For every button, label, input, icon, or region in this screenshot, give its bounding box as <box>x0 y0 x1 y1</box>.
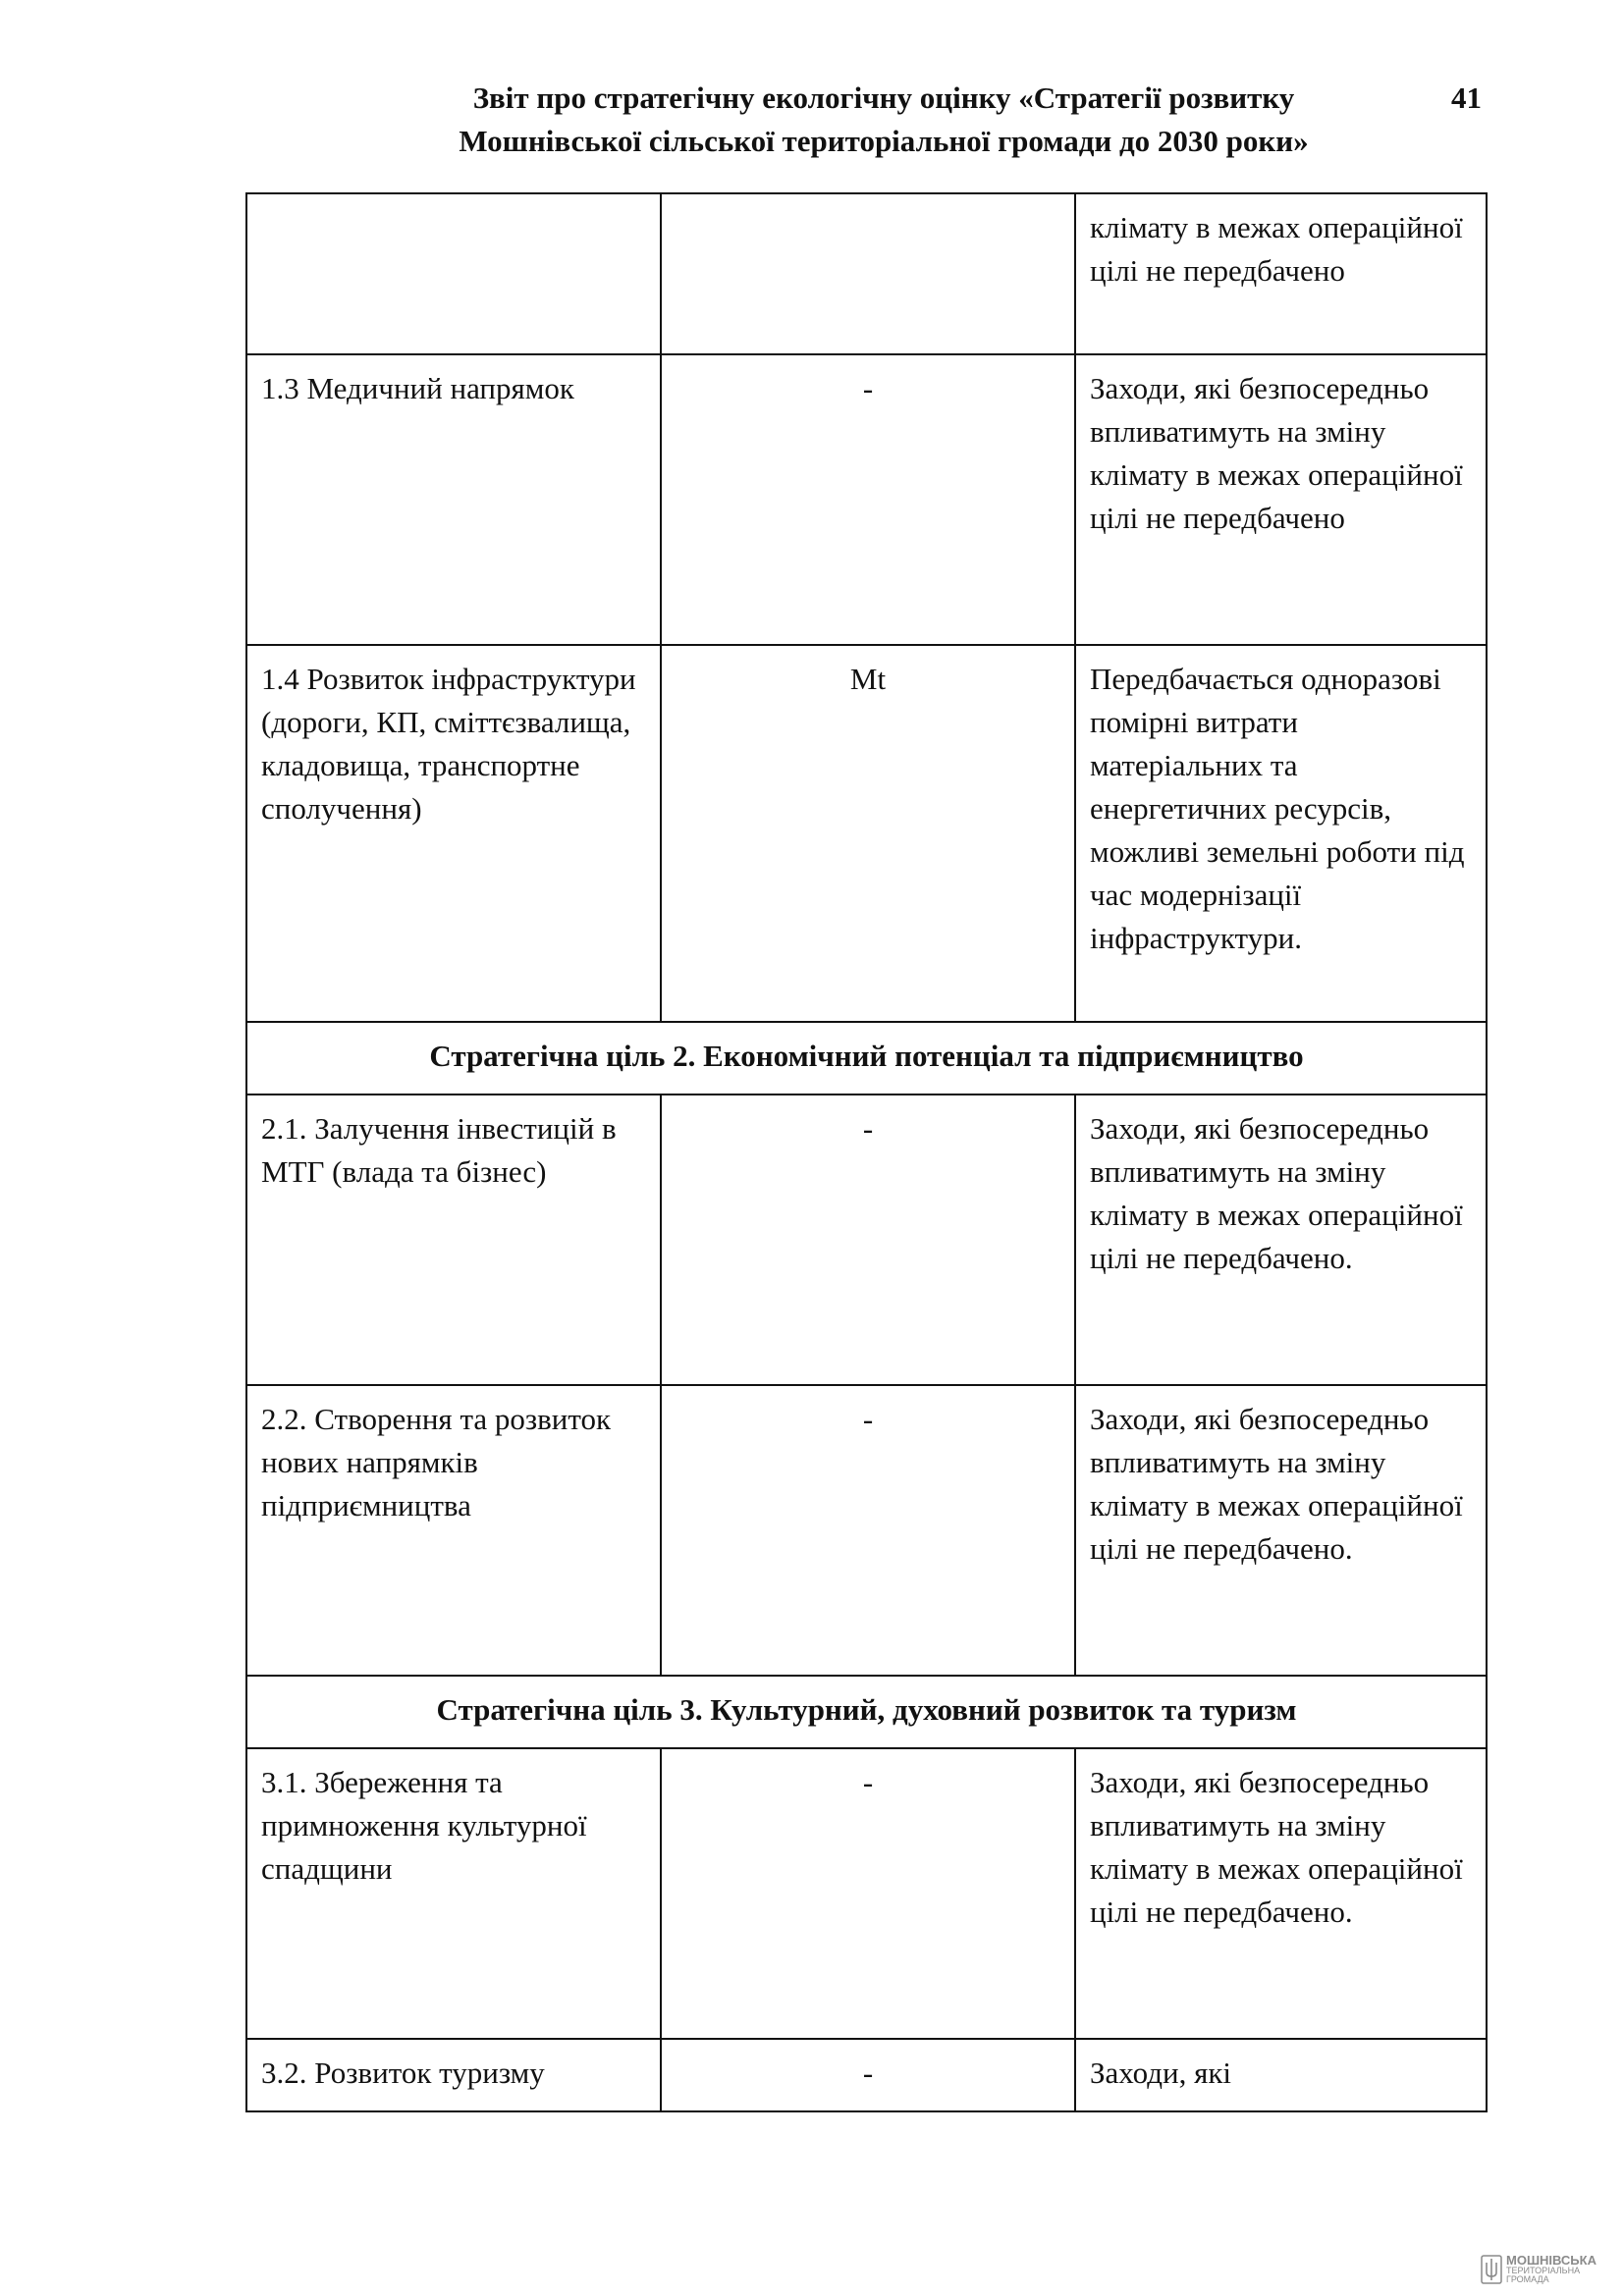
table-cell-objective: 2.1. Залучення інвестицій в МТГ (влада та бізнес) <box>246 1095 661 1385</box>
table-row <box>246 1385 1487 1676</box>
table-cell-objective: 2.2. Створення та розвиток нових напрямків підприємництва <box>246 1385 661 1676</box>
table-cell-comment: Заходи, які безпосередньо впливатимуть на зміну клімату в межах операційної цілі не передбачено <box>1075 354 1487 645</box>
table-cell-impact: - <box>661 354 1075 645</box>
table-cell-impact <box>661 193 1075 354</box>
logo-line-3: ГРОМАДА <box>1506 2274 1549 2284</box>
table-row <box>246 2039 1487 2111</box>
table-cell-comment: Передбачається одноразові помірні витрати матеріальних та енергетичних ресурсів, можливі земельні роботи під час модернізації інфраструктури. <box>1075 645 1487 1022</box>
table-row <box>246 354 1487 645</box>
table-cell-comment: Заходи, які безпосередньо впливатимуть на зміну клімату в межах операційної цілі не передбачено. <box>1075 1095 1487 1385</box>
logo-line-2: ТЕРИТОРІАЛЬНА <box>1506 2266 1581 2275</box>
trident-icon <box>1481 2255 1502 2284</box>
strategic-goal-2-heading: Стратегічна ціль 2. Економічний потенціал та підприємництво <box>246 1022 1487 1095</box>
table-cell-comment: клімату в межах операційної цілі не передбачено <box>1075 193 1487 354</box>
table-cell-impact: - <box>661 2039 1075 2111</box>
logo-text <box>1506 2254 1597 2284</box>
table-row <box>246 193 1487 354</box>
table-row <box>246 1095 1487 1385</box>
table-cell-impact: - <box>661 1748 1075 2039</box>
header-title-line-2: Мошнівської сільської територіальної громади до 2030 роки» <box>459 124 1309 158</box>
table-cell-comment: Заходи, які безпосередньо впливатимуть на зміну клімату в межах операційної цілі не передбачено. <box>1075 1748 1487 2039</box>
community-logo <box>1481 2254 1597 2284</box>
table-cell-impact: Mt <box>661 645 1075 1022</box>
table-cell-comment: Заходи, які <box>1075 2039 1487 2111</box>
table-cell-objective: 3.2. Розвиток туризму <box>246 2039 661 2111</box>
table-cell-comment: Заходи, які безпосередньо впливатимуть на зміну клімату в межах операційної цілі не передбачено. <box>1075 1385 1487 1676</box>
header-title-line-1: Звіт про стратегічну екологічну оцінку «Стратегії розвитку <box>472 80 1295 115</box>
table-cell-impact: - <box>661 1385 1075 1676</box>
table-section-heading <box>246 1676 1487 1748</box>
strategic-goal-3-heading: Стратегічна ціль 3. Культурний, духовний розвиток та туризм <box>246 1676 1487 1748</box>
table-cell-objective: 3.1. Збереження та примноження культурної спадщини <box>246 1748 661 2039</box>
table-cell-objective: 1.3 Медичний напрямок <box>246 354 661 645</box>
table-row <box>246 645 1487 1022</box>
page-number: 41 <box>1451 80 1482 115</box>
climate-impact-table <box>245 192 1488 2112</box>
table-cell-impact: - <box>661 1095 1075 1385</box>
logo-line-1: МОШНІВСЬКА <box>1506 2253 1597 2268</box>
table-cell-objective: 1.4 Розвиток інфраструктури (дороги, КП, сміттєзвалища, кладовища, транспортне сполучення) <box>246 645 661 1022</box>
table-section-heading <box>246 1022 1487 1095</box>
table-row <box>246 1748 1487 2039</box>
document-header <box>393 77 1375 163</box>
table-cell-objective <box>246 193 661 354</box>
